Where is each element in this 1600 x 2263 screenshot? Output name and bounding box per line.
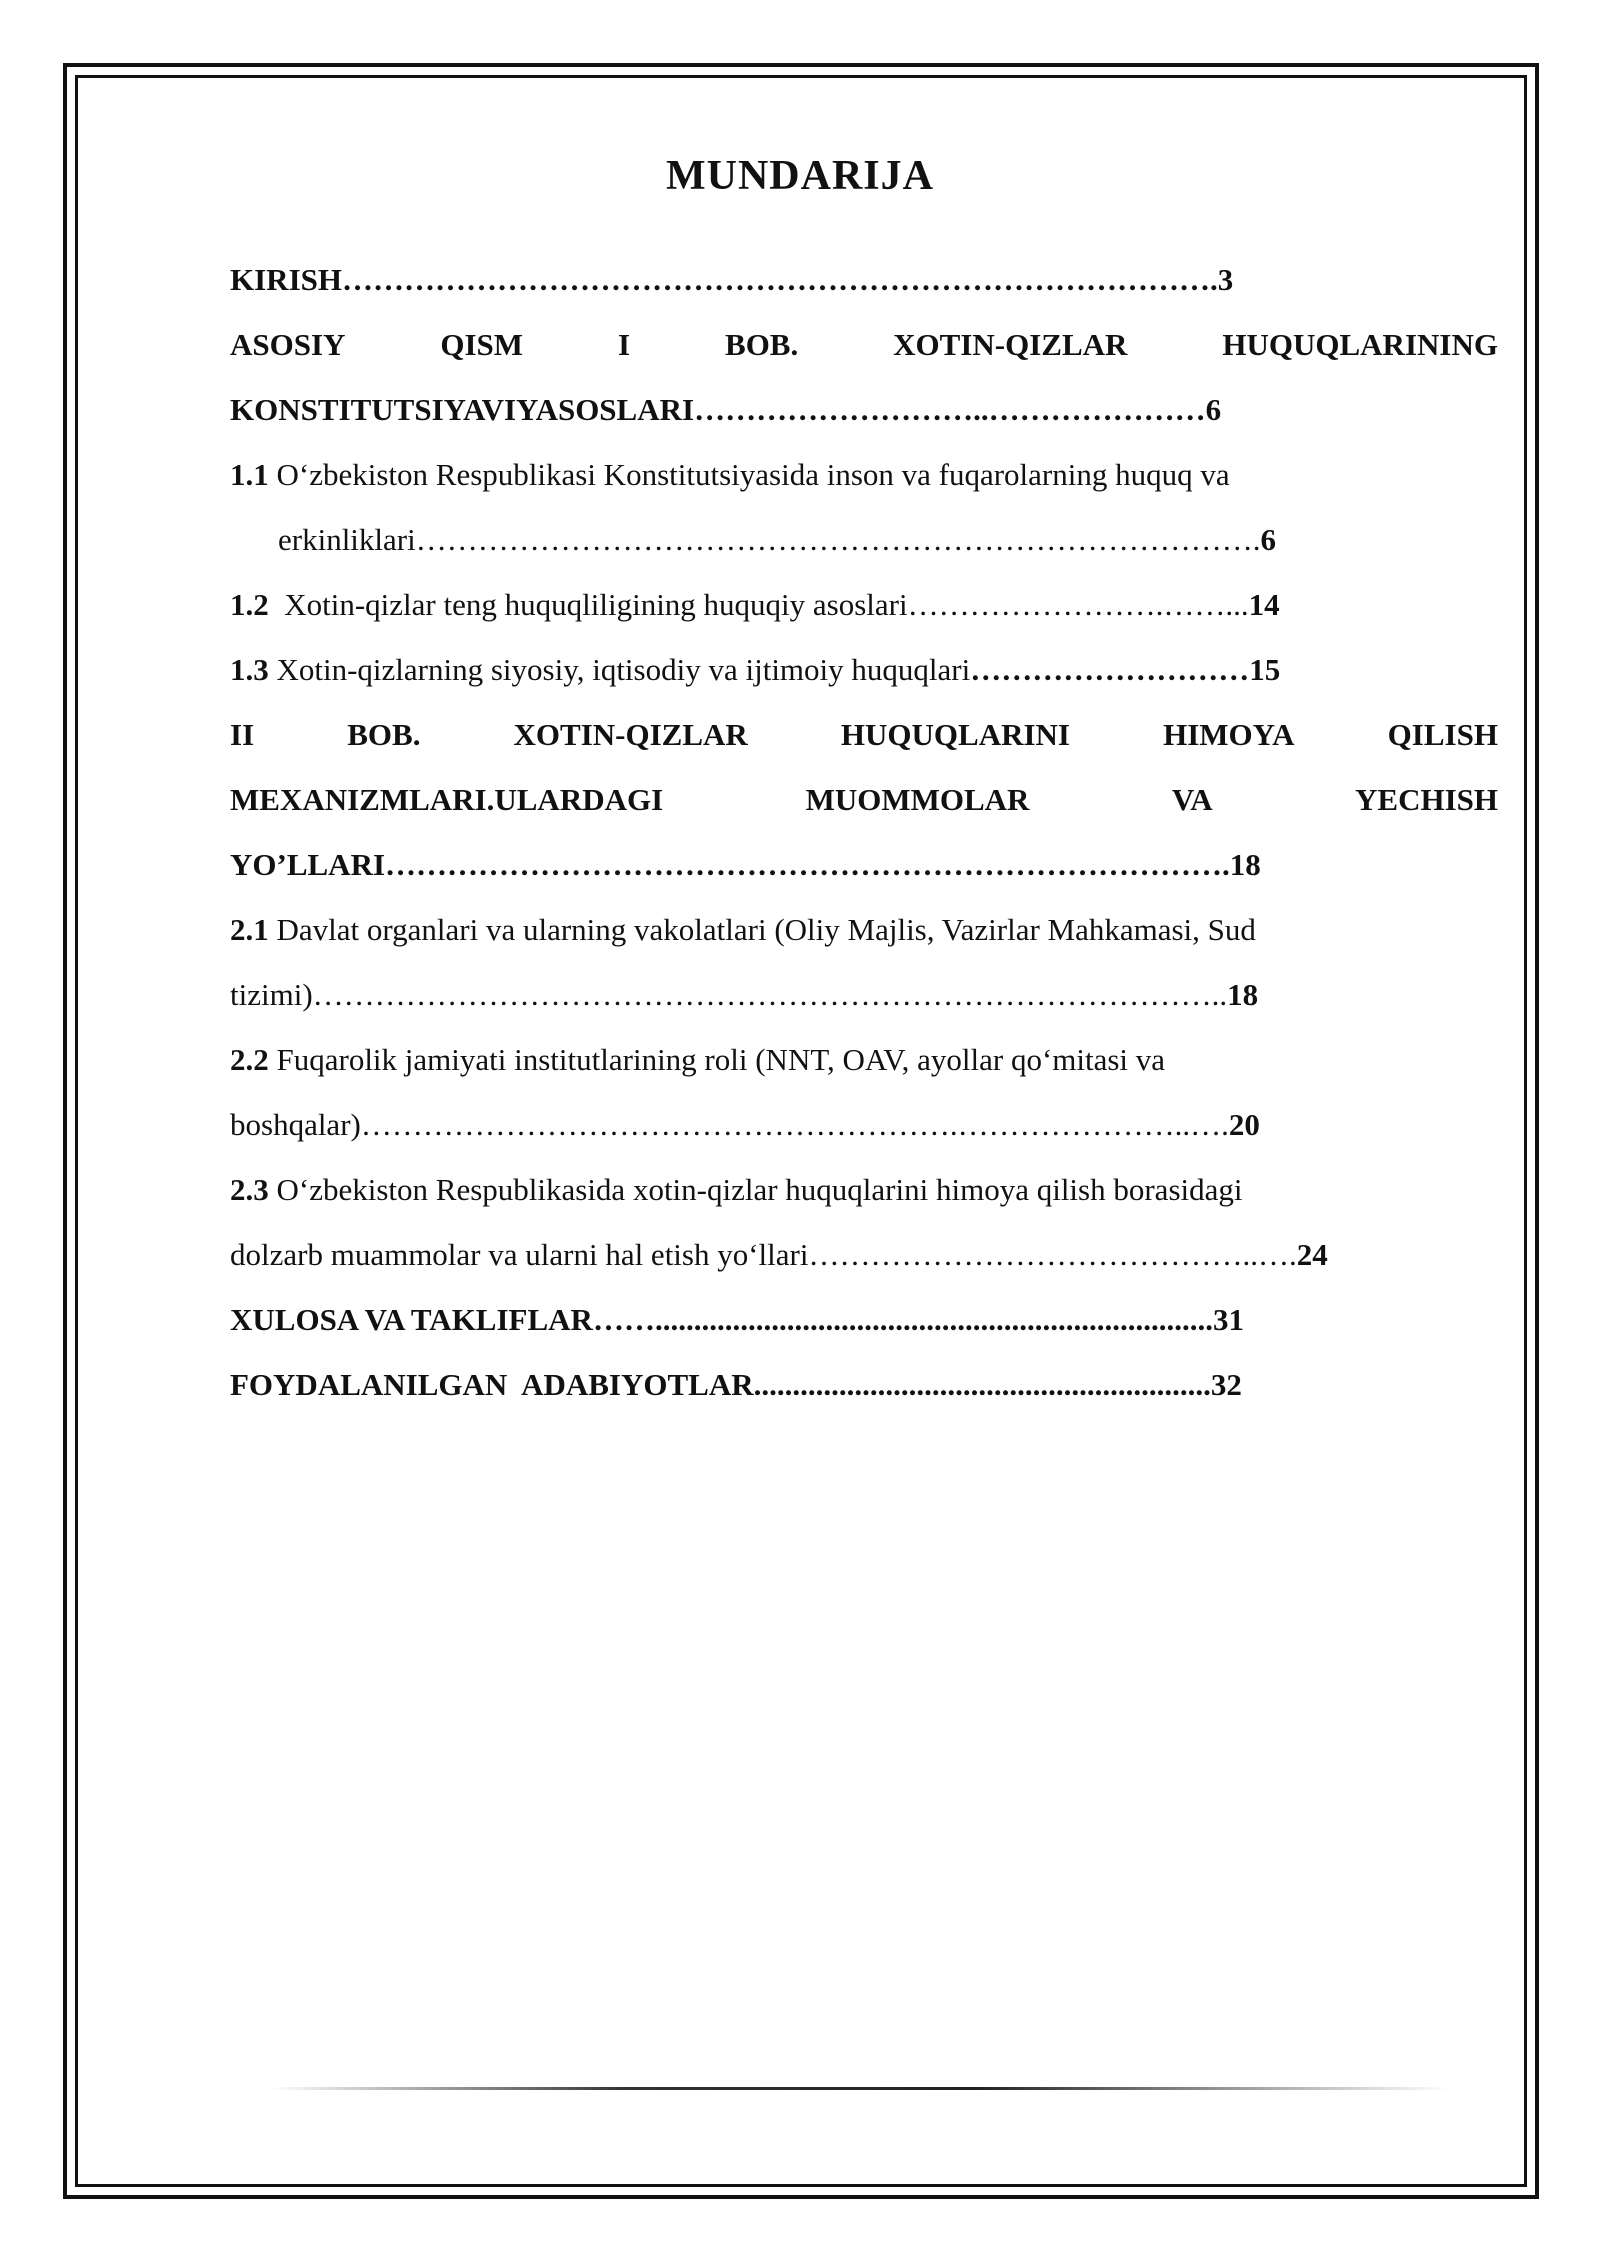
toc-word: ASOSIY xyxy=(230,327,346,362)
toc-entry-text: Fuqarolik jamiyati institutlarining roli (NNT, OAV, ayollar qo‘mitasi va xyxy=(276,1042,1166,1077)
toc-leader: ………………………………………………………………………… xyxy=(341,262,1210,297)
toc-word: XOTIN-QIZLAR xyxy=(893,327,1128,362)
toc-entry-text: boshqalar) xyxy=(230,1107,361,1142)
toc-entry-asosiy[interactable] xyxy=(230,390,1221,430)
toc-word: I xyxy=(618,327,631,362)
toc-entry-asosiy-heading[interactable] xyxy=(230,325,1498,365)
toc-entry-1-3[interactable] xyxy=(230,650,1280,690)
toc-entry-2-1-cont[interactable] xyxy=(230,975,1258,1015)
toc-page-number: 32 xyxy=(1210,1367,1242,1402)
toc-page-number: 14 xyxy=(1248,587,1280,622)
toc-entry-2-2[interactable] xyxy=(230,1040,1165,1080)
page-title: MUNDARIJA xyxy=(666,153,934,199)
toc-entry-label: KIRISH xyxy=(230,262,342,297)
toc-entry-2-2-cont[interactable] xyxy=(230,1105,1260,1145)
section-number: 2.1 xyxy=(230,912,269,947)
toc-word: BOB. xyxy=(347,717,421,752)
toc-entry-xulosa[interactable] xyxy=(230,1300,1244,1340)
toc-entry-text: dolzarb muammolar va ularni hal etish yo‘llari xyxy=(230,1237,809,1272)
toc-page-number: 20 xyxy=(1228,1107,1260,1142)
toc-word: YECHISH xyxy=(1355,782,1498,817)
toc-leader: ……........................................................................ xyxy=(592,1302,1213,1337)
toc-page-number: 18 xyxy=(1227,977,1259,1012)
toc-page-number: 6 xyxy=(1205,392,1222,427)
toc-leader: ………………………………………………….…………………..…. xyxy=(360,1107,1229,1142)
toc-entry-text: tizimi) xyxy=(230,977,313,1012)
toc-leader: …………………….……... xyxy=(907,587,1249,622)
toc-word: II xyxy=(230,717,255,752)
toc-leader: ........................................................... xyxy=(753,1367,1211,1402)
toc-page-number: .3 xyxy=(1209,262,1234,297)
section-number: 1.2 xyxy=(230,587,269,622)
toc-entry-1-1[interactable] xyxy=(230,455,1498,495)
toc-leader: …………………………………………………………………………….. xyxy=(312,977,1228,1012)
toc-page-number: 24 xyxy=(1296,1237,1328,1272)
toc-page-number: 15 xyxy=(1249,652,1281,687)
section-number: 1.1 xyxy=(230,457,269,492)
toc-entry-1-1-cont[interactable] xyxy=(278,520,1276,560)
toc-word: MEXANIZMLARI.ULARDAGI xyxy=(230,782,664,817)
toc-entry-bob2[interactable] xyxy=(230,845,1261,885)
toc-entry-text: Davlat organlari va ularning vakolatlari (Oliy Majlis, Vazirlar Mahkamasi, Sud xyxy=(276,912,1256,947)
toc-leader: ………………………………………………………………………. xyxy=(385,847,1230,882)
toc-word: MUOMMOLAR xyxy=(805,782,1030,817)
toc-word: HUQUQLARINING xyxy=(1222,327,1498,362)
toc-word: HIMOYA xyxy=(1163,717,1295,752)
toc-entry-kirish[interactable] xyxy=(230,260,1233,300)
toc-entry-1-2[interactable] xyxy=(230,585,1280,625)
toc-entry-label: KONSTITUTSIYAVIYASOSLARI xyxy=(230,392,695,427)
toc-leader: ……………………………………..…. xyxy=(808,1237,1297,1272)
footer-divider xyxy=(270,2087,1450,2090)
section-number: 2.3 xyxy=(230,1172,269,1207)
toc-entry-text: erkinliklari xyxy=(278,522,416,557)
toc-entry-text: O‘zbekiston Respublikasi Konstitutsiyasida inson va fuqarolarning huquq va xyxy=(276,457,1230,492)
toc-entry-2-3[interactable] xyxy=(230,1170,1243,1210)
toc-entry-adabiyotlar[interactable] xyxy=(230,1365,1242,1405)
toc-word: XOTIN-QIZLAR xyxy=(513,717,748,752)
section-number: 2.2 xyxy=(230,1042,269,1077)
toc-entry-label: FOYDALANILGAN ADABIYOTLAR xyxy=(230,1367,754,1402)
toc-leader: ………………………..………………… xyxy=(694,392,1206,427)
toc-word: QISM xyxy=(440,327,524,362)
toc-leader: ………………………………………………………………………. xyxy=(415,522,1261,557)
toc-entry-text: Xotin-qizlar teng huquqliligining huquqiy asoslari xyxy=(284,587,908,622)
toc-word: QILISH xyxy=(1387,717,1498,752)
toc-entry-bob2-heading-2[interactable] xyxy=(230,780,1498,820)
toc-entry-2-1[interactable] xyxy=(230,910,1256,950)
toc-page-number: 31 xyxy=(1212,1302,1244,1337)
toc-page-number: 6 xyxy=(1260,522,1276,557)
toc-entry-text: Xotin-qizlarning siyosiy, iqtisodiy va ijtimoiy huquqlari xyxy=(276,652,971,687)
toc-entry-label: XULOSA VA TAKLIFLAR xyxy=(230,1302,593,1337)
toc-word: VA xyxy=(1171,782,1213,817)
toc-leader: ……………………… xyxy=(970,652,1250,687)
toc-entry-label: YO’LLARI xyxy=(230,847,386,882)
toc-entry-bob2-heading[interactable] xyxy=(230,715,1498,755)
toc-word: BOB. xyxy=(725,327,799,362)
toc-entry-2-3-cont[interactable] xyxy=(230,1235,1328,1275)
toc-entry-text: O‘zbekiston Respublikasida xotin-qizlar huquqlarini himoya qilish borasidagi xyxy=(276,1172,1243,1207)
toc-page-number: 18 xyxy=(1229,847,1261,882)
section-number: 1.3 xyxy=(230,652,269,687)
toc-word: HUQUQLARINI xyxy=(840,717,1070,752)
